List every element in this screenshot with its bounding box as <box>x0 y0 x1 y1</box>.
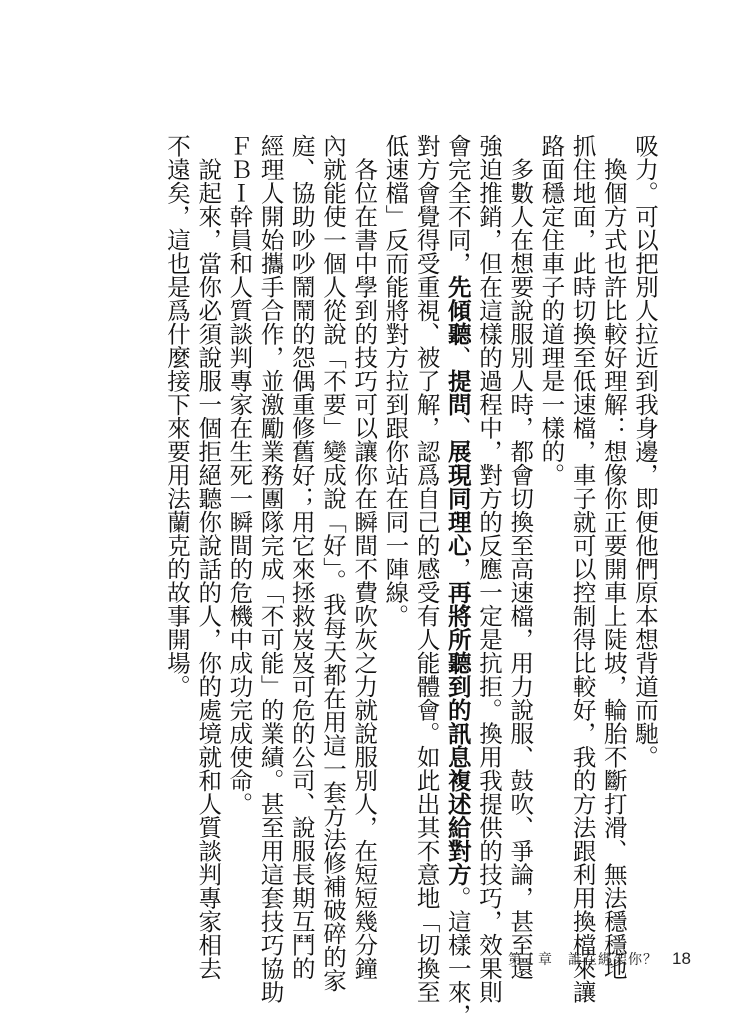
text-column <box>285 134 315 980</box>
text-column <box>347 134 377 980</box>
page-number: 18 <box>672 949 691 968</box>
text-run: 會完全不同， <box>443 134 472 275</box>
running-footer-chapter: 第１章 誰在綁架你？ <box>508 952 658 968</box>
bold-phrase: 再將所聽到的訊息複述給對方 <box>443 580 472 886</box>
bold-phrase: 先傾聽 <box>443 275 472 346</box>
text-run: 、 <box>443 416 472 440</box>
text-run: 對方會覺得受重視、被了解，認爲自己的感受有人能體會。如此出其不意地「切換至 <box>412 134 441 1004</box>
text-run: 內就能使一個人從說「不要」變成說「好」。我每天都在用這一套方法修補破碎的家 <box>319 134 347 992</box>
text-column <box>472 134 502 1004</box>
text-run: 庭、協助吵吵鬧鬧的怨偶重修舊好；用它來拯救岌岌可危的公司、說服長期互鬥的 <box>287 134 316 980</box>
text-column <box>191 134 221 980</box>
text-column <box>597 134 627 980</box>
text-column <box>410 134 440 1004</box>
text-run: ， <box>443 557 472 581</box>
text-run: 換個方式也許比較好理解：想像你正要開車上陡坡，輪胎不斷打滑、無法穩穩地 <box>599 134 628 980</box>
text-column <box>222 134 252 816</box>
text-column <box>378 134 408 628</box>
text-run: 多數人在想要說服別人時，都會切換至高速檔，用力說服、鼓吹、爭論，甚至還 <box>506 134 535 980</box>
text-column <box>160 134 190 698</box>
text-run: 經理人開始攜手合作，並激勵業務團隊完成「不可能」的業績。甚至用這套技巧協助 <box>256 134 285 1004</box>
text-column <box>628 134 658 769</box>
text-run: 、 <box>443 345 472 369</box>
text-run: 吸力。可以把別人拉近到我身邊，即便他們原本想背道而馳。 <box>631 134 659 769</box>
text-run: 說起來，當你必須說服一個拒絕聽你說話的人，你的處境就和人質談判專家相去 <box>194 134 223 980</box>
text-column <box>316 134 346 992</box>
text-run: 強迫推銷，但在這樣的過程中，對方的反應一定是抗拒。換用我提供的技巧，效果則 <box>475 134 503 1004</box>
text-run: 低速檔」反而能將對方拉到跟你站在同一陣線。 <box>381 134 410 628</box>
text-column <box>534 134 564 487</box>
bold-phrase: 提問 <box>443 369 472 416</box>
bold-phrase: 展現同理心 <box>443 439 472 557</box>
text-run: 。這樣一來， <box>443 886 472 1027</box>
text-column <box>254 134 284 1004</box>
text-run: 不遠矣，這也是爲什麼接下來要用法蘭克的故事開場。 <box>163 134 191 698</box>
text-column <box>566 134 596 1004</box>
text-run: ＦＢＩ幹員和人質談判專家在生死一瞬間的危機中成功完成使命。 <box>225 134 254 816</box>
text-column <box>441 134 471 1027</box>
text-run: 抓住地面，此時切換至低速檔，車子就可以控制得比較好，我的方法跟利用換檔來讓 <box>568 134 597 1004</box>
text-run: 路面穩定住車子的道理是一樣的。 <box>537 134 566 487</box>
text-column <box>503 134 533 980</box>
text-run: 各位在書中學到的技巧可以讓你在瞬間不費吹灰之力就說服別人，在短短幾分鐘 <box>350 134 379 980</box>
